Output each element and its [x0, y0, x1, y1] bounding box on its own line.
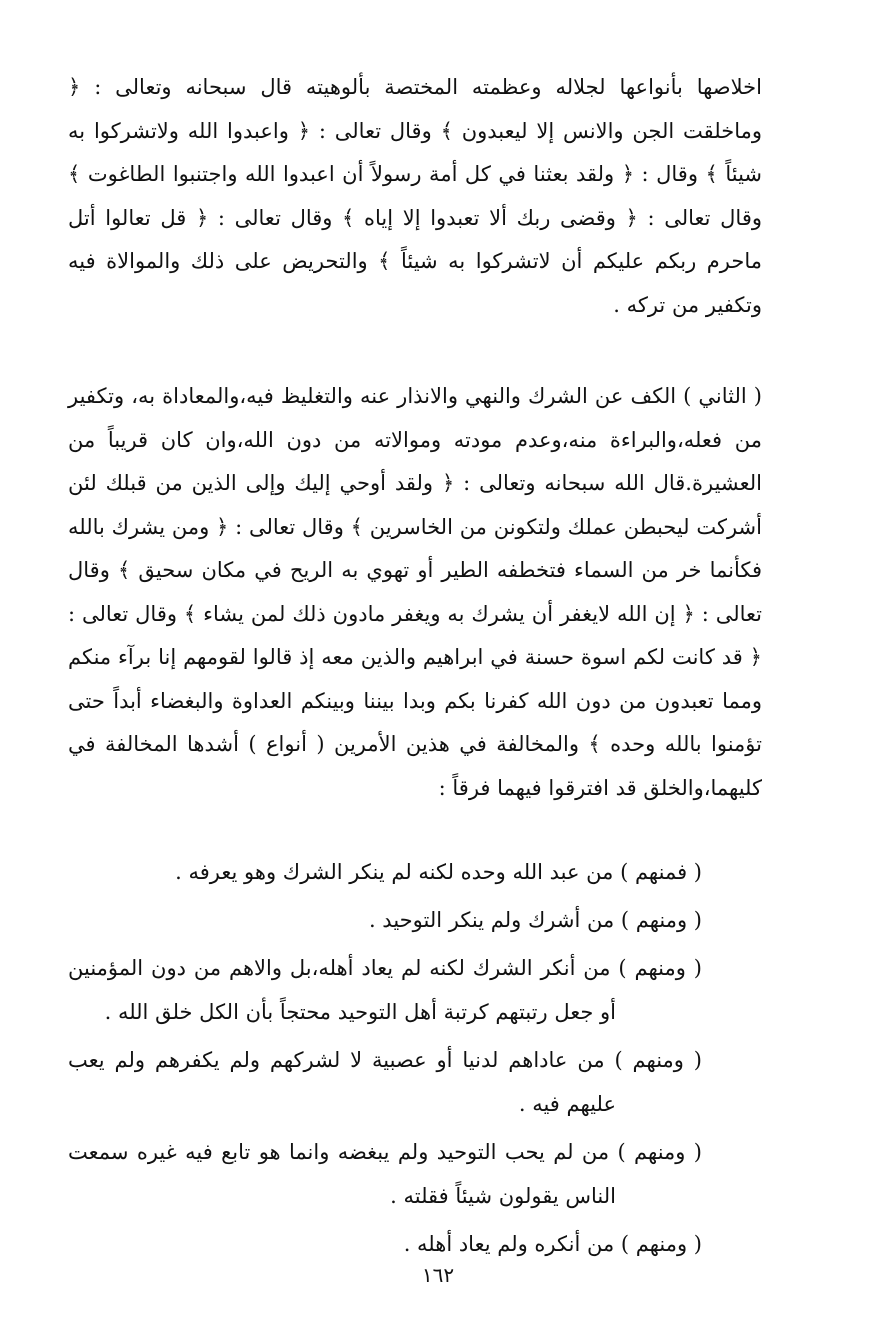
list-item: ( ومنهم ) من أنكره ولم يعاد أهله . [403, 1232, 702, 1256]
list-item: ( ومنهم ) من أشرك ولم ينكر التوحيد . [368, 908, 702, 932]
list-item: ( فمنهم ) من عبد الله وحده لكنه لم ينكر الشرك وهو يعرفه . [175, 860, 702, 884]
list-item: ( ومنهم ) من لم يحب التوحيد ولم يبغضه وانما هو تابع فيه غيره سمعت الناس يقولون شيئاً فقلته . [68, 1140, 702, 1208]
book-page [68, 66, 762, 1296]
groups-list [68, 850, 762, 1266]
paragraph-tawhid-sincerity: اخلاصها بأنواعها لجلاله وعظمته المختصة بألوهيته قال سبحانه وتعالى : ﴿ وماخلقت الجن والانس إلا ليعبدون ﴾ وقال تعالى : ﴿ واعبدوا الله ولاتشركوا به شيئاً ﴾ وقال : ﴿ ولقد بعثنا في كل أمة رسولاً أن اعبدوا الله واجتنبوا الطاغوت ﴾ وقال تعالى : ﴿ وقضى ربك ألا تعبدوا إلا إياه ﴾ وقال تعالى : ﴿ قل تعالوا أتل ماحرم ربكم عليكم أن لاتشركوا به شيئاً ﴾ والتحريض على ذلك والموالاة فيه وتكفير من تركه . [68, 75, 762, 317]
list-item: ( ومنهم ) من أنكر الشرك لكنه لم يعاد أهله،بل والاهم من دون المؤمنين أو جعل رتبتهم كرتبة أهل التوحيد محتجاً بأن الكل خلق الله . [68, 956, 702, 1024]
page-number: ١٦٢ [421, 1263, 455, 1287]
list-item: ( ومنهم ) من عاداهم لدنيا أو عصبية لا لشركهم ولم يكفرهم ولم يعب عليهم فيه . [68, 1048, 702, 1116]
paragraph-second-rejecting-shirk: ( الثاني ) الكف عن الشرك والنهي والانذار عنه والتغليظ فيه،والمعاداة به، وتكفير من فعله،والبراءة منه،وعدم مودته وموالاته من دون الله،وان كان قريباً من العشيرة.قال الله سبحانه وتعالى : ﴿ ولقد أوحي إليك وإلى الذين من قبلك لئن أشركت ليحبطن عملك ولتكونن من الخاسرين ﴾ وقال تعالى : ﴿ ومن يشرك بالله فكأنما خر من السماء فتخطفه الطير أو تهوي به الريح في مكان سحيق ﴾ وقال تعالى : ﴿ إن الله لايغفر أن يشرك به ويغفر مادون ذلك لمن يشاء ﴾ وقال تعالى : ﴿ قد كانت لكم اسوة حسنة في ابراهيم والذين معه إذ قالوا لقومهم إنا برآء منكم ومما تعبدون من دون الله كفرنا بكم وبدا بيننا وبينكم العداوة والبغضاء أبداً حتى تؤمنوا بالله وحده ﴾ والمخالفة في هذين الأمرين ( أنواع ) أشدها المخالفة في كليهما،والخلق قد افترقوا فيهما فرقاً : [68, 384, 762, 800]
